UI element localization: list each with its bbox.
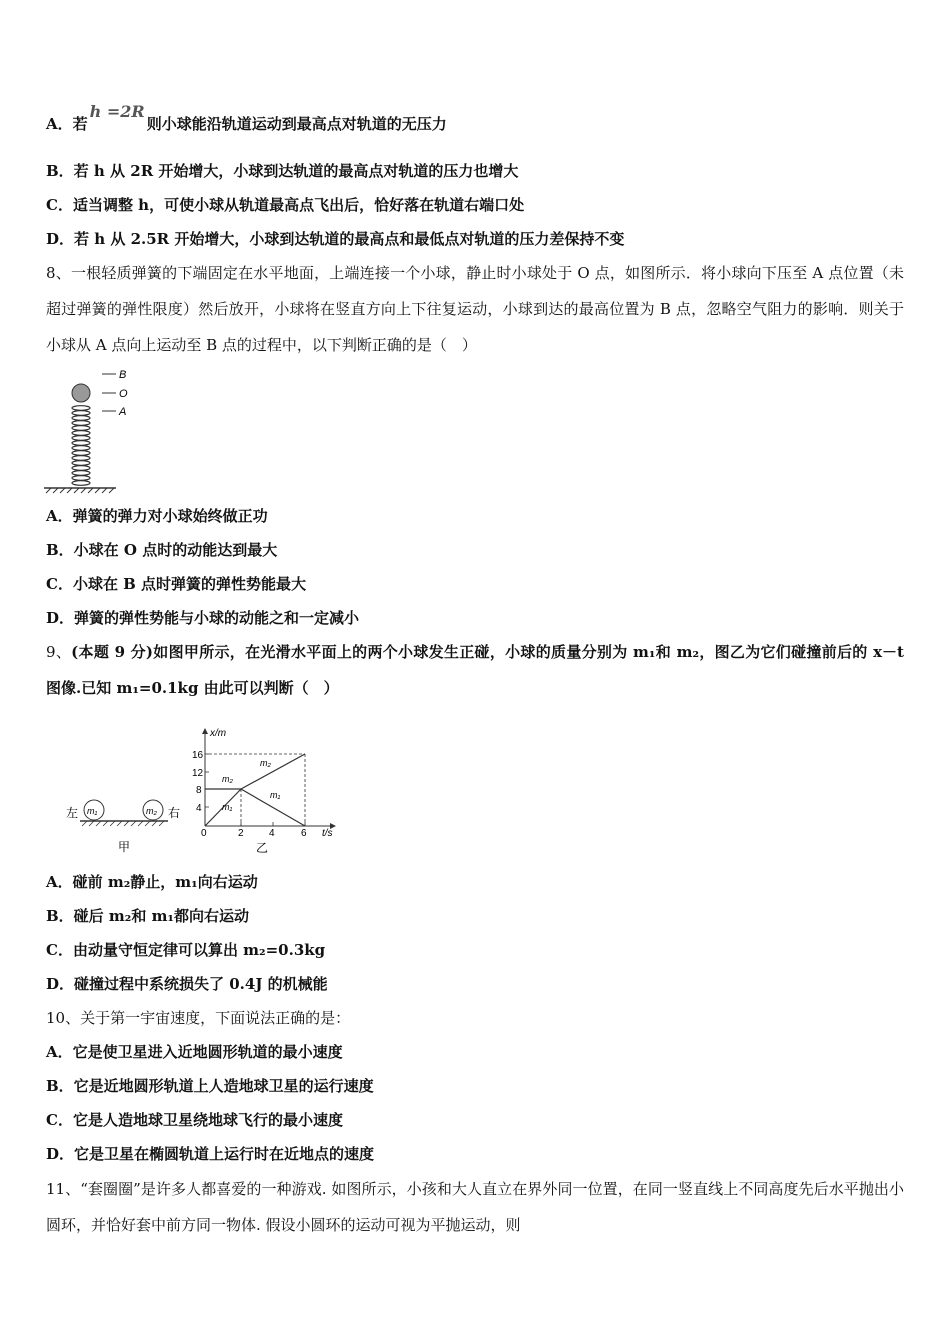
q9-option-d: D．碰撞过程中系统损失了 0.4J 的机械能 — [46, 975, 328, 993]
caption-jia: 甲 — [118, 840, 131, 854]
label-m1-after: m₁ — [270, 790, 281, 800]
x-tick-6: 6 — [301, 828, 307, 839]
x-tick-2: 2 — [238, 828, 244, 839]
y-axis-label: x/m — [210, 728, 227, 739]
y-tick-12: 12 — [192, 768, 204, 779]
q7-option-a-text: 则小球能沿轨道运动到最高点对轨道的无压力 — [146, 115, 447, 133]
line-m2-after — [241, 754, 305, 789]
ball-m2-label: m₂ — [146, 806, 157, 816]
ball-m1-label: m₁ — [87, 806, 98, 816]
q8-option-d: D．弹簧的弹性势能与小球的动能之和一定减小 — [46, 609, 360, 627]
q8-option-b: B．小球在 O 点时的动能达到最大 — [46, 541, 278, 559]
x-axis-label: t/s — [322, 828, 333, 839]
caption-yi: 乙 — [256, 841, 269, 855]
q10-option-a: A．它是使卫星进入近地圆形轨道的最小速度 — [46, 1043, 343, 1061]
q9-option-c: C．由动量守恒定律可以算出 m₂=0.3kg — [46, 941, 326, 959]
collision-figure — [60, 790, 190, 860]
label-o: O — [119, 388, 128, 400]
q8-option-c: C．小球在 B 点时弹簧的弹性势能最大 — [46, 575, 307, 593]
q9-stem-text: (本题 9 分)如图甲所示，在光滑水平面上的两个小球发生正碰，小球的质量分别为 m₁和 m₂，图乙为它们碰撞前后的 x－t 图像.已知 m₁=0.1kg 由此可以判断（ ） — [46, 643, 904, 697]
q10-stem: 10、关于第一宇宙速度，下面说法正确的是： — [46, 1009, 351, 1027]
label-m2-after: m₂ — [260, 758, 271, 768]
q7-option-b: B．若 h 从 2R 开始增大，小球到达轨道的最高点对轨道的压力也增大 — [46, 162, 519, 180]
xt-graph — [190, 722, 350, 857]
x-tick-0: 0 — [201, 828, 207, 839]
y-axis-arrow — [202, 728, 208, 734]
x-tick-4: 4 — [269, 828, 275, 839]
q7-option-c: C．适当调整 h，可使小球从轨道最高点飞出后，恰好落在轨道右端口处 — [46, 196, 525, 214]
tick-marks — [205, 754, 305, 826]
q8-option-a: A．弹簧的弹力对小球始终做正功 — [46, 507, 268, 525]
q9-number: 9、 — [46, 643, 72, 661]
q11-stem: 11、“套圈圈”是许多人都喜爱的一种游戏. 如图所示，小孩和大人直立在界外同一位置，在同一竖直线上不同高度先后水平抛出小圆环，并恰好套中前方同一物体. 假设小圆环的运动可视为平抛运动，则 — [46, 1180, 904, 1234]
label-a: A — [119, 406, 127, 418]
right-label: 右 — [168, 806, 181, 820]
spring-figure — [44, 364, 144, 494]
q9-option-a: A．碰前 m₂静止，m₁向右运动 — [46, 873, 258, 891]
label-m1-before: m₁ — [222, 802, 233, 812]
left-label: 左 — [66, 806, 79, 820]
q7-option-d: D．若 h 从 2.5R 开始增大，小球到达轨道的最高点和最低点对轨道的压力差保持不变 — [46, 230, 625, 248]
spring-coil — [72, 406, 90, 486]
q7-option-a-label: A．若 — [46, 115, 88, 133]
q10-option-b: B．它是近地圆形轨道上人造地球卫星的运行速度 — [46, 1077, 374, 1095]
y-tick-16: 16 — [192, 750, 204, 761]
q7-formula: h =2R — [89, 102, 145, 121]
q10-option-d: D．它是卫星在椭圆轨道上运行时在近地点的速度 — [46, 1145, 375, 1163]
label-b: B — [119, 369, 127, 381]
q8-stem: 8、一根轻质弹簧的下端固定在水平地面，上端连接一个小球，静止时小球处于 O 点，如图所示．将小球向下压至 A 点位置（未超过弹簧的弹性限度）然后放开，小球将在竖直方向上下往复运动，小球到达的最高位置为 B 点，忽略空气阻力的影响．则关于小球从 A 点向上运动至 B 点的过程中，以下判断正确的是（ ） — [46, 264, 904, 354]
y-tick-8: 8 — [196, 785, 202, 796]
y-tick-4: 4 — [196, 803, 202, 814]
q9-option-b: B．碰后 m₂和 m₁都向右运动 — [46, 907, 250, 925]
q9-stem — [46, 634, 904, 706]
ball — [72, 384, 90, 402]
q10-option-c: C．它是人造地球卫星绕地球飞行的最小速度 — [46, 1111, 343, 1129]
q7-option-a — [46, 102, 447, 134]
label-m2-before: m₂ — [222, 774, 233, 784]
